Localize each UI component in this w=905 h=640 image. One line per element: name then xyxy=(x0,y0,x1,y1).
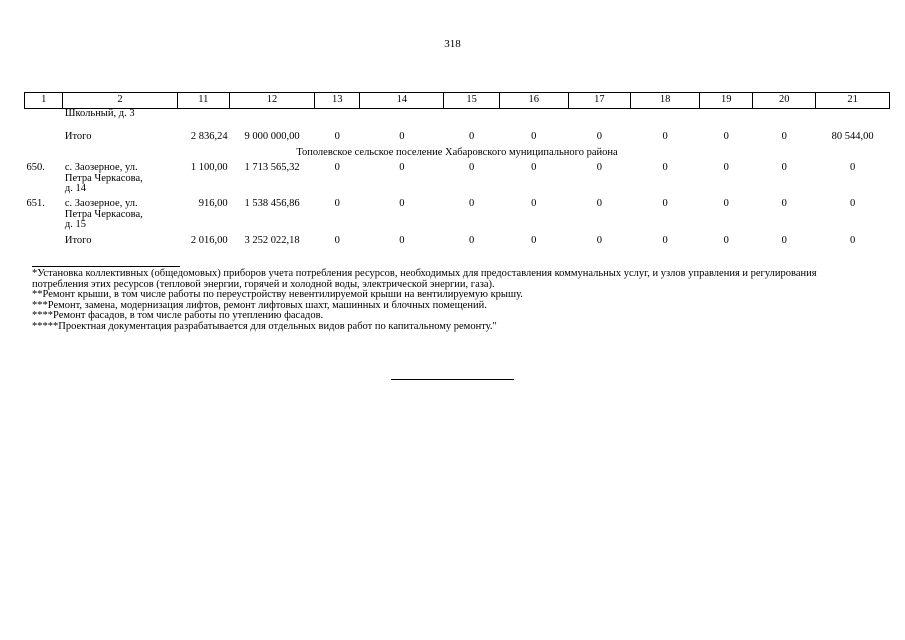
column-header: 2 xyxy=(63,93,177,109)
row-number: 650. xyxy=(26,162,45,173)
value-cell: 0 xyxy=(531,198,537,209)
table-row xyxy=(25,160,890,196)
value-cell: 0 xyxy=(334,234,340,246)
value-cell: 0 xyxy=(723,130,729,142)
capital-repair-table xyxy=(24,92,890,250)
value-cell: 0 xyxy=(334,198,340,209)
column-header: 17 xyxy=(568,93,631,109)
value-cell: 0 xyxy=(781,234,787,246)
value-cell: 0 xyxy=(662,234,668,246)
address-cell: Школьный, д. 3 xyxy=(64,108,135,119)
address-cell xyxy=(63,196,177,232)
footnote: ****Ремонт фасадов, в том числе работы по утеплению фасадов. xyxy=(32,310,324,321)
address-line: д. 14 xyxy=(64,183,86,194)
value-cell: 0 xyxy=(399,234,405,246)
value-cell: 2 836,24 xyxy=(190,130,228,142)
value-cell: 0 xyxy=(849,198,856,209)
column-number-header-row xyxy=(25,93,890,109)
column-header: 12 xyxy=(230,93,315,109)
value-cell: 0 xyxy=(849,234,856,246)
value-cell: 2 016,00 xyxy=(190,234,228,246)
value-cell: 0 xyxy=(399,198,405,209)
value-cell: 0 xyxy=(399,162,405,173)
value-cell: 0 xyxy=(468,130,475,142)
value-cell: 0 xyxy=(468,198,475,209)
value-cell: 0 xyxy=(531,162,537,173)
column-header: 1 xyxy=(25,93,63,109)
value-cell: 80 544,00 xyxy=(831,130,874,142)
value-cell: 0 xyxy=(781,130,787,142)
value-cell: 0 xyxy=(468,234,475,246)
value-cell: 1 538 456,86 xyxy=(244,198,300,209)
column-header: 19 xyxy=(699,93,753,109)
value-cell: 0 xyxy=(334,162,340,173)
address-line: д. 15 xyxy=(64,219,86,230)
address-line: с. Заозерное, ул. xyxy=(64,162,138,173)
value-cell: 0 xyxy=(596,162,603,173)
footnote: *Установка коллективных (общедомовых) приборов учета потребления ресурсов, необходимых для предоставления коммунальных услуг, и узлов управления и регулирования потребления этих ресурсов (тепловой энергии, горячей и холодной воды, электрической энергии, газа). xyxy=(32,268,817,290)
section-row xyxy=(25,146,890,160)
column-header: 14 xyxy=(360,93,444,109)
value-cell: 0 xyxy=(399,130,405,142)
value-cell: 0 xyxy=(596,234,603,246)
value-cell: 0 xyxy=(849,162,856,173)
continued-address-row xyxy=(25,109,890,129)
address-line: Петра Черкасова, xyxy=(64,208,143,220)
address-line: с. Заозерное, ул. xyxy=(64,198,138,209)
column-header: 16 xyxy=(499,93,568,109)
page-number: 318 xyxy=(444,38,461,50)
value-cell: 0 xyxy=(781,198,787,209)
value-cell: 0 xyxy=(723,198,729,209)
column-header: 13 xyxy=(314,93,359,109)
column-header: 21 xyxy=(816,93,890,109)
total-label: Итого xyxy=(64,130,92,142)
value-cell: 3 252 022,18 xyxy=(244,234,300,246)
footnote: **Ремонт крыши, в том числе работы по переустройству невентилируемой крыши на вентилируемую крышу. xyxy=(32,289,523,300)
section-title: Тополевское сельское поселение Хабаровского муниципального района xyxy=(296,146,618,158)
end-rule xyxy=(391,379,514,380)
value-cell: 0 xyxy=(781,162,787,173)
table-row xyxy=(25,196,890,232)
footnote: *****Проектная документация разрабатывается для отдельных видов работ по капитальному ремонту." xyxy=(32,320,497,332)
value-cell: 0 xyxy=(662,198,668,209)
total-row xyxy=(25,128,890,146)
value-cell: 0 xyxy=(531,234,537,246)
column-header: 15 xyxy=(444,93,500,109)
footnote: ***Ремонт, замена, модернизация лифтов, ремонт лифтовых шахт, машинных и блочных помещений. xyxy=(32,299,487,311)
value-cell: 1 713 565,32 xyxy=(244,162,300,173)
value-cell: 9 000 000,00 xyxy=(244,130,300,142)
value-cell: 1 100,00 xyxy=(190,162,228,173)
value-cell: 0 xyxy=(531,130,537,142)
value-cell: 0 xyxy=(596,130,603,142)
address-line: Петра Черкасова, xyxy=(64,172,143,184)
footnotes xyxy=(32,266,862,332)
value-cell: 0 xyxy=(334,130,340,142)
value-cell: 0 xyxy=(596,198,603,209)
value-cell: 0 xyxy=(723,162,729,173)
column-header: 20 xyxy=(753,93,816,109)
value-cell: 0 xyxy=(723,234,729,246)
value-cell: 0 xyxy=(468,162,475,173)
total-label: Итого xyxy=(64,234,92,246)
column-header: 11 xyxy=(177,93,230,109)
footnote-separator xyxy=(32,266,180,267)
row-number: 651. xyxy=(26,198,45,209)
total-row xyxy=(25,232,890,250)
column-header: 18 xyxy=(631,93,700,109)
value-cell: 0 xyxy=(662,162,668,173)
address-cell xyxy=(63,160,177,196)
value-cell: 0 xyxy=(662,130,668,142)
value-cell: 916,00 xyxy=(198,198,228,209)
